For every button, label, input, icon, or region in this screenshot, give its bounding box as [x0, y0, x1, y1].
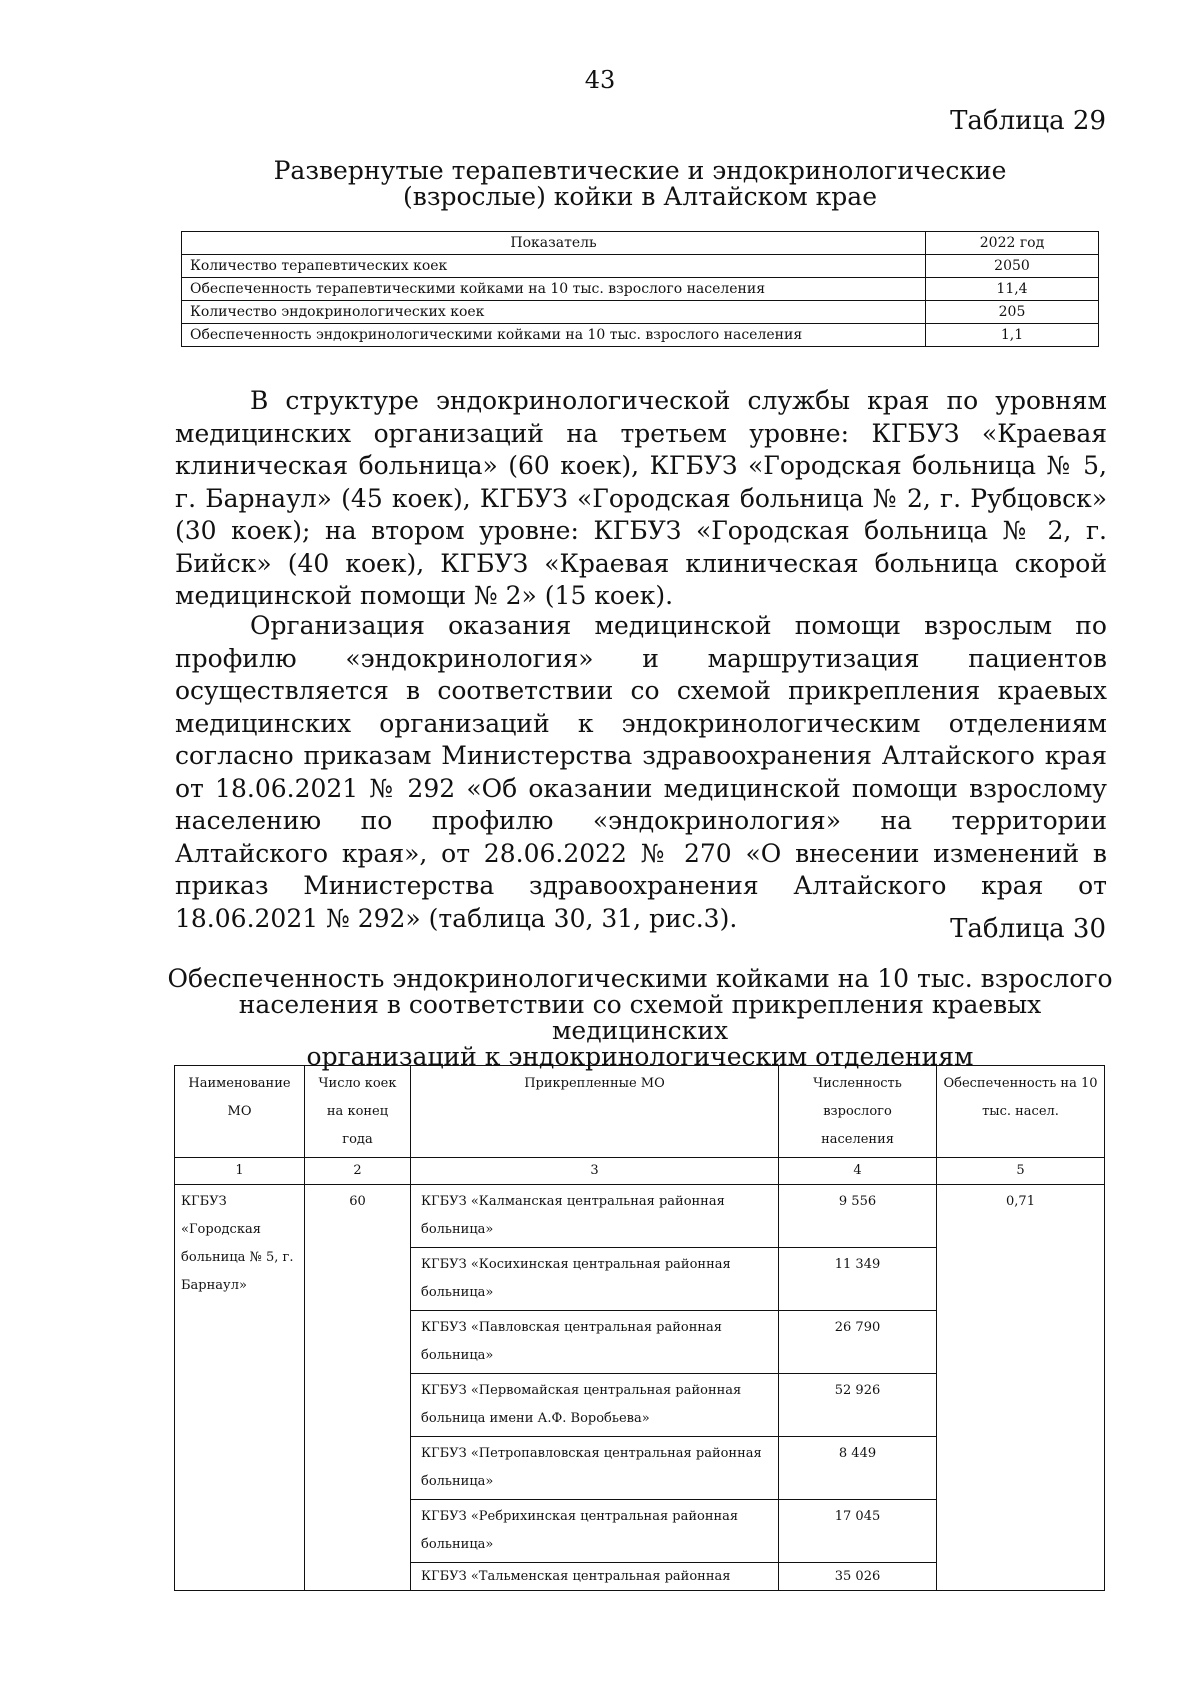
col-number: 4	[779, 1158, 937, 1185]
header-attached-mo: Прикрепленные МО	[411, 1066, 779, 1158]
table-29-caption	[160, 158, 1120, 210]
attached-mo-cell: КГБУЗ «Петропавловская центральная районная больница»	[411, 1437, 779, 1500]
population-cell: 26 790	[779, 1311, 937, 1374]
row-label: Количество эндокринологических коек	[182, 301, 926, 324]
attached-mo-cell: КГБУЗ «Павловская центральная районная больница»	[411, 1311, 779, 1374]
table-30-caption	[160, 966, 1120, 1070]
table-30-caption-line: населения в соответствии со схемой прикрепления краевых медицинских	[238, 990, 1042, 1045]
table-29-header-indicator: Показатель	[182, 232, 926, 255]
table-30-caption-line: Обеспеченность эндокринологическими койками на 10 тыс. взрослого	[167, 964, 1113, 993]
page-number: 43	[584, 66, 616, 94]
table-29-caption-line: Развернутые терапевтические и эндокринологические	[273, 156, 1007, 185]
col-number: 1	[175, 1158, 305, 1185]
table-row	[182, 301, 1099, 324]
row-value: 1,1	[926, 324, 1099, 347]
table-row	[182, 324, 1099, 347]
table-row	[182, 278, 1099, 301]
population-cell: 8 449	[779, 1437, 937, 1500]
table-30-column-numbers	[175, 1158, 1105, 1185]
table-30-label: Таблица 30	[950, 914, 1106, 944]
header-mo-name: Наименование МО	[175, 1066, 305, 1158]
row-value: 205	[926, 301, 1099, 324]
attached-mo-cell: КГБУЗ «Тальменская центральная районная	[411, 1563, 779, 1591]
row-value: 2050	[926, 255, 1099, 278]
population-cell: 11 349	[779, 1248, 937, 1311]
table-29-header-row	[182, 232, 1099, 255]
population-cell: 9 556	[779, 1185, 937, 1248]
beds-cell: 60	[305, 1185, 411, 1591]
col-number: 5	[937, 1158, 1105, 1185]
col-number: 2	[305, 1158, 411, 1185]
attached-mo-cell: КГБУЗ «Косихинская центральная районная больница»	[411, 1248, 779, 1311]
table-row	[175, 1185, 1105, 1248]
provision-cell: 0,71	[937, 1185, 1105, 1591]
header-provision: Обеспеченность на 10 тыс. насел.	[937, 1066, 1105, 1158]
table-row	[182, 255, 1099, 278]
table-29-caption-line: (взрослые) койки в Алтайском крае	[403, 182, 877, 211]
col-number: 3	[411, 1158, 779, 1185]
table-29-label: Таблица 29	[950, 106, 1106, 136]
table-29	[181, 231, 1099, 347]
population-cell: 17 045	[779, 1500, 937, 1563]
paragraph-endocrine-structure: В структуре эндокринологической службы края по уровням медицинских организаций на третьем уровне: КГБУЗ «Краевая клиническая больница» (60 коек), КГБУЗ «Городская больница № 5, г. Барнаул» (45 коек), КГБУЗ «Городская больница № 2, г. Рубцовск» (30 коек); на втором уровне: КГБУЗ «Городская больница № 2, г. Бийск» (40 коек), КГБУЗ «Краевая клиническая больница скорой медицинской помощи № 2» (15 коек).	[175, 386, 1107, 610]
row-label: Обеспеченность терапевтическими койками на 10 тыс. взрослого населения	[182, 278, 926, 301]
header-beds: Число коек на конец года	[305, 1066, 411, 1158]
table-30	[174, 1065, 1105, 1591]
row-label: Количество терапевтических коек	[182, 255, 926, 278]
population-cell: 35 026	[779, 1563, 937, 1591]
table-30-header-row	[175, 1066, 1105, 1158]
mo-name-cell: КГБУЗ «Городская больница № 5, г. Барнаул»	[175, 1185, 305, 1591]
row-label: Обеспеченность эндокринологическими койками на 10 тыс. взрослого населения	[182, 324, 926, 347]
population-cell: 52 926	[779, 1374, 937, 1437]
attached-mo-cell: КГБУЗ «Первомайская центральная районная больница имени А.Ф. Воробьева»	[411, 1374, 779, 1437]
row-value: 11,4	[926, 278, 1099, 301]
attached-mo-cell: КГБУЗ «Калманская центральная районная больница»	[411, 1185, 779, 1248]
header-population: Численность взрослого населения	[779, 1066, 937, 1158]
paragraph-routing: Организация оказания медицинской помощи взрослым по профилю «эндокринология» и маршрутизация пациентов осуществляется в соответствии со схемой прикрепления краевых медицинских организаций к эндокринологическим отделениям согласно приказам Министерства здравоохранения Алтайского края от 18.06.2021 № 292 «Об оказании медицинской помощи взрослому населению по профилю «эндокринология» на территории Алтайского края», от 28.06.2022 № 270 «О внесении изменений в приказ Министерства здравоохранения Алтайского края от 18.06.2021 № 292» (таблица 30, 31, рис.3).	[175, 611, 1107, 933]
attached-mo-cell: КГБУЗ «Ребрихинская центральная районная больница»	[411, 1500, 779, 1563]
table-30-caption-line: организаций к эндокринологическим отделениям	[306, 1042, 974, 1071]
table-29-header-year: 2022 год	[926, 232, 1099, 255]
